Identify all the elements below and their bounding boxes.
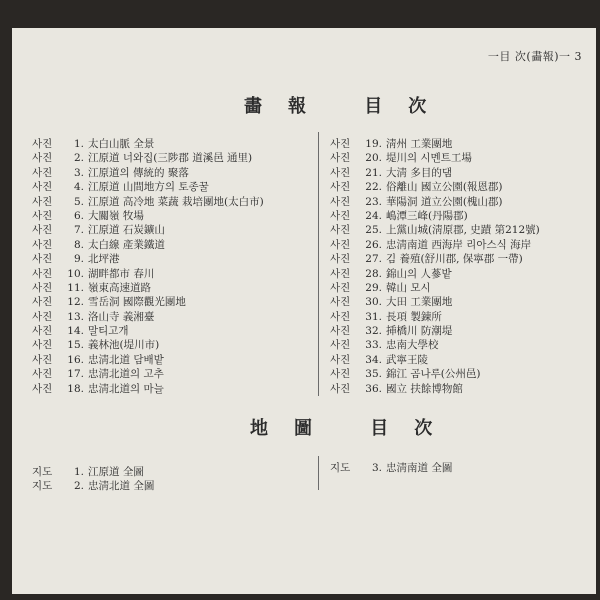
item-kind-label: 사진 (32, 339, 53, 352)
list-item (32, 366, 264, 380)
item-title: 忠淸北道의 마늘 (88, 382, 164, 395)
list-item (330, 381, 540, 395)
item-number: 7. (73, 224, 84, 237)
map-list-left (32, 464, 154, 493)
item-title: 韓山 모시 (386, 281, 431, 294)
item-kind-label: 사진 (32, 296, 53, 309)
item-kind-label: 사진 (32, 281, 53, 294)
item-title: 大田 工業團地 (386, 296, 453, 309)
map-list-right (330, 460, 452, 474)
list-item (32, 323, 264, 337)
item-kind-label: 사진 (330, 296, 351, 309)
item-title: 忠淸北道 담배밭 (88, 353, 164, 366)
item-title: 嶺東高速道路 (88, 281, 151, 294)
item-kind-label: 사진 (330, 281, 351, 294)
item-kind-label: 사진 (32, 166, 53, 179)
item-kind-label: 사진 (330, 181, 351, 194)
list-item (330, 266, 540, 280)
list-item (330, 366, 540, 380)
list-item (32, 266, 264, 280)
list-item (330, 460, 452, 474)
item-number: 20. (365, 152, 382, 165)
item-number: 23. (365, 195, 382, 208)
item-number: 14. (67, 325, 84, 338)
list-item (32, 381, 264, 395)
item-kind-label: 사진 (330, 195, 351, 208)
list-item (32, 237, 264, 251)
item-title: 忠淸南道 全圖 (386, 462, 453, 474)
list-item (330, 309, 540, 323)
item-number: 15. (67, 339, 84, 352)
item-kind-label: 사진 (32, 267, 53, 280)
item-title: 忠淸南道 西海岸 리아스식 海岸 (386, 238, 532, 251)
list-item (32, 464, 154, 478)
list-item (32, 136, 264, 150)
item-number: 18. (67, 382, 84, 395)
item-kind-label: 사진 (32, 325, 53, 338)
item-number: 4. (73, 181, 84, 194)
item-number: 24. (365, 209, 382, 222)
item-number: 33. (365, 339, 382, 352)
item-number: 29. (365, 281, 382, 294)
item-title: 堤川의 시멘트工場 (386, 152, 472, 165)
item-title: 말티고개 (88, 325, 129, 338)
item-title: 錦山의 人蔘밭 (386, 267, 452, 280)
item-number: 3. (73, 166, 84, 179)
item-number: 22. (365, 181, 382, 194)
item-kind-label: 지도 (32, 466, 53, 478)
item-kind-label: 사진 (32, 310, 53, 323)
list-item (32, 179, 264, 193)
item-title: 湖畔都市 春川 (88, 267, 155, 280)
item-kind-label: 사진 (330, 138, 351, 150)
item-kind-label: 사진 (32, 152, 53, 165)
photo-list-left (32, 136, 264, 395)
book-page (12, 28, 596, 594)
item-number: 2. (73, 152, 84, 165)
list-item (330, 323, 540, 337)
item-title: 忠南大學校 (386, 339, 439, 352)
photo-list-right (330, 136, 540, 395)
item-number: 26. (365, 238, 382, 251)
map-contents-title: 地圖 目次 (250, 418, 459, 439)
item-kind-label: 사진 (330, 382, 351, 395)
item-kind-label: 사진 (32, 138, 53, 150)
item-number: 27. (365, 253, 382, 266)
list-item (32, 222, 264, 236)
list-item (330, 150, 540, 164)
item-number: 2. (73, 480, 84, 493)
list-item (32, 280, 264, 294)
list-item (32, 208, 264, 222)
item-title: 江原道 山間地方의 토종꿀 (88, 181, 209, 194)
list-item (330, 194, 540, 208)
item-kind-label: 사진 (330, 253, 351, 266)
item-number: 16. (67, 353, 84, 366)
item-number: 25. (365, 224, 382, 237)
item-number: 35. (365, 368, 382, 381)
item-kind-label: 사진 (330, 368, 351, 381)
item-number: 34. (365, 353, 382, 366)
item-title: 義林池(堤川市) (88, 339, 160, 352)
item-kind-label: 사진 (32, 238, 53, 251)
item-title: 江原道 너와집(三陟郡 道溪邑 通里) (88, 152, 253, 165)
item-kind-label: 사진 (32, 253, 53, 266)
item-number: 9. (73, 253, 84, 266)
item-kind-label: 사진 (330, 325, 351, 338)
item-number: 31. (365, 310, 382, 323)
list-item (330, 294, 540, 308)
list-item (330, 222, 540, 236)
item-number: 36. (365, 382, 382, 395)
photo-contents-title: 畵報 目次 (244, 96, 453, 117)
item-kind-label: 사진 (330, 152, 351, 165)
list-item (32, 352, 264, 366)
item-title: 淸州 工業團地 (386, 138, 453, 150)
item-title: 武寧王陵 (386, 353, 428, 366)
item-title: 江原道 石炭鑛山 (88, 224, 165, 237)
item-number: 1. (73, 466, 84, 478)
item-title: 華陽洞 道立公園(槐山郡) (386, 195, 503, 208)
item-kind-label: 지도 (330, 462, 351, 474)
item-number: 32. (365, 325, 382, 338)
list-item (32, 478, 154, 492)
item-kind-label: 사진 (330, 267, 351, 280)
page-header: 一目 次(畵報)一 3 (487, 50, 582, 63)
item-kind-label: 지도 (32, 480, 53, 493)
item-kind-label: 사진 (32, 368, 53, 381)
item-number: 1. (73, 138, 84, 150)
list-item (330, 337, 540, 351)
item-number: 19. (365, 138, 382, 150)
item-number: 28. (365, 267, 382, 280)
item-kind-label: 사진 (32, 353, 53, 366)
list-item (330, 208, 540, 222)
item-title: 嶋潭三峰(丹陽郡) (386, 209, 468, 222)
item-number: 10. (67, 267, 84, 280)
list-item (330, 165, 540, 179)
item-title: 國立 扶餘博物館 (386, 382, 463, 395)
list-item (330, 352, 540, 366)
item-kind-label: 사진 (32, 224, 53, 237)
item-title: 太白山脈 全景 (88, 138, 155, 150)
item-title: 錦江 곰나루(公州邑) (386, 368, 481, 381)
list-item (330, 136, 540, 150)
item-kind-label: 사진 (330, 353, 351, 366)
list-item (32, 294, 264, 308)
item-kind-label: 사진 (330, 166, 351, 179)
list-item (32, 150, 264, 164)
list-item (32, 309, 264, 323)
item-kind-label: 사진 (330, 310, 351, 323)
item-number: 12. (67, 296, 84, 309)
item-number: 30. (365, 296, 382, 309)
item-title: 김 養殖(舒川郡, 保寧郡 一帶) (386, 253, 523, 266)
item-number: 11. (67, 281, 84, 294)
list-item (330, 179, 540, 193)
item-title: 忠淸北道의 고추 (88, 368, 164, 381)
item-title: 江原道의 傳統的 聚落 (88, 166, 189, 179)
item-title: 北坪港 (88, 253, 120, 266)
item-title: 長項 製錬所 (386, 310, 442, 323)
item-number: 21. (365, 166, 382, 179)
item-number: 17. (67, 368, 84, 381)
item-kind-label: 사진 (330, 339, 351, 352)
column-divider (318, 132, 319, 396)
item-number: 13. (67, 310, 84, 323)
item-kind-label: 사진 (32, 195, 53, 208)
item-title: 江原道 全圖 (88, 466, 144, 478)
item-title: 挿橋川 防潮堤 (386, 325, 453, 338)
item-title: 大關嶺 牧場 (88, 209, 144, 222)
item-number: 5. (73, 195, 84, 208)
item-kind-label: 사진 (330, 209, 351, 222)
item-title: 江原道 高冷地 菜蔬 栽培團地(太白市) (88, 195, 264, 208)
item-kind-label: 사진 (330, 238, 351, 251)
item-title: 俗離山 國立公園(報恩郡) (386, 181, 503, 194)
item-kind-label: 사진 (32, 209, 53, 222)
list-item (32, 251, 264, 265)
item-title: 太白線 產業鐵道 (88, 238, 165, 251)
item-kind-label: 사진 (32, 181, 53, 194)
item-title: 上黨山城(淸原郡, 史蹟 第212號) (386, 224, 540, 237)
item-title: 洛山寺 義湘臺 (88, 310, 155, 323)
item-title: 忠淸北道 全圖 (88, 480, 155, 493)
item-title: 大淸 多目的댐 (386, 166, 452, 179)
item-number: 3. (371, 462, 382, 474)
list-item (32, 165, 264, 179)
list-item (330, 280, 540, 294)
item-number: 8. (73, 238, 84, 251)
item-kind-label: 사진 (32, 382, 53, 395)
item-number: 6. (73, 209, 84, 222)
column-divider (318, 456, 319, 490)
list-item (32, 337, 264, 351)
item-title: 雪岳洞 國際觀光團地 (88, 296, 186, 309)
list-item (32, 194, 264, 208)
list-item (330, 237, 540, 251)
item-kind-label: 사진 (330, 224, 351, 237)
list-item (330, 251, 540, 265)
